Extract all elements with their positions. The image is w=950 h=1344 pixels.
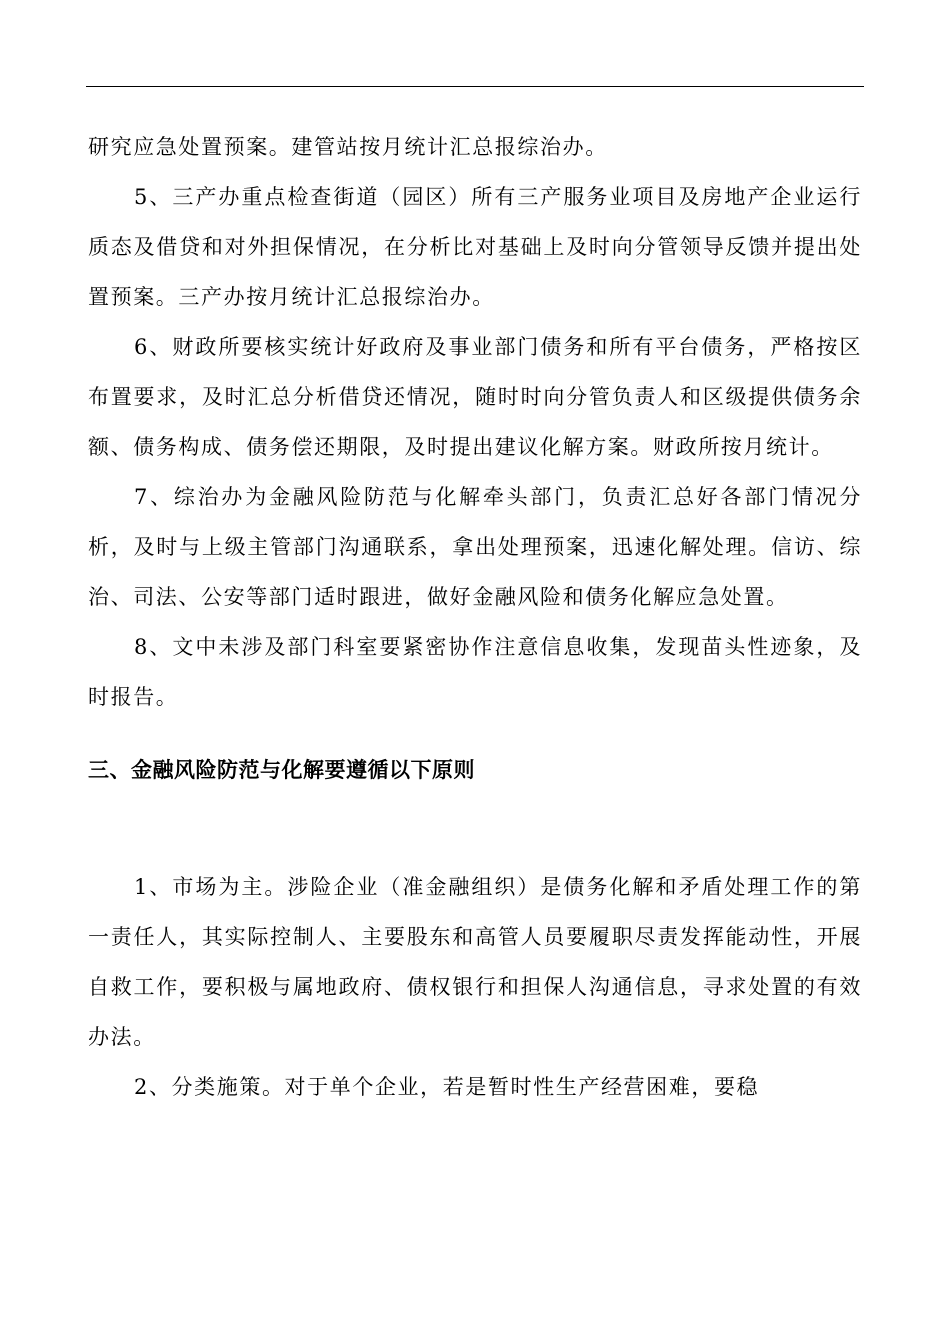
document-body (88, 122, 862, 1112)
paragraph-principle-1: 1、市场为主。涉险企业（准金融组织）是债务化解和矛盾处理工作的第一责任人，其实际控制人、主要股东和高管人员要履职尽责发挥能动性，开展自救工作，要积极与属地政府、债权银行和担保人沟通信息，寻求处置的有效办法。 (88, 875, 862, 1049)
paragraph-item-6: 6、财政所要核实统计好政府及事业部门债务和所有平台债务，严格按区布置要求，及时汇总分析借贷还情况，随时时向分管负责人和区级提供债务余额、债务构成、债务偿还期限，及时提出建议化解方案。财政所按月统计。 (88, 335, 862, 459)
paragraph-item-5: 5、三产办重点检查街道（园区）所有三产服务业项目及房地产企业运行质态及借贷和对外担保情况，在分析比对基础上及时向分管领导反馈并提出处置预案。三产办按月统计汇总报综治办。 (88, 185, 862, 309)
paragraph-continuation: 研究应急处置预案。建管站按月统计汇总报综治办。 (88, 135, 608, 159)
paragraph-item-7: 7、综治办为金融风险防范与化解牵头部门，负责汇总好各部门情况分析，及时与上级主管部门沟通联系，拿出处理预案，迅速化解处理。信访、综治、司法、公安等部门适时跟进，做好金融风险和债务化解应急处置。 (88, 485, 862, 609)
paragraph-principle-2: 2、分类施策。对于单个企业，若是暂时性生产经营困难，要稳 (134, 1075, 760, 1099)
section-heading: 三、金融风险防范与化解要遵循以下原则 (88, 758, 475, 782)
paragraph-item-8: 8、文中未涉及部门科室要紧密协作注意信息收集，发现苗头性迹象，及时报告。 (88, 635, 862, 709)
header-rule (86, 86, 864, 87)
